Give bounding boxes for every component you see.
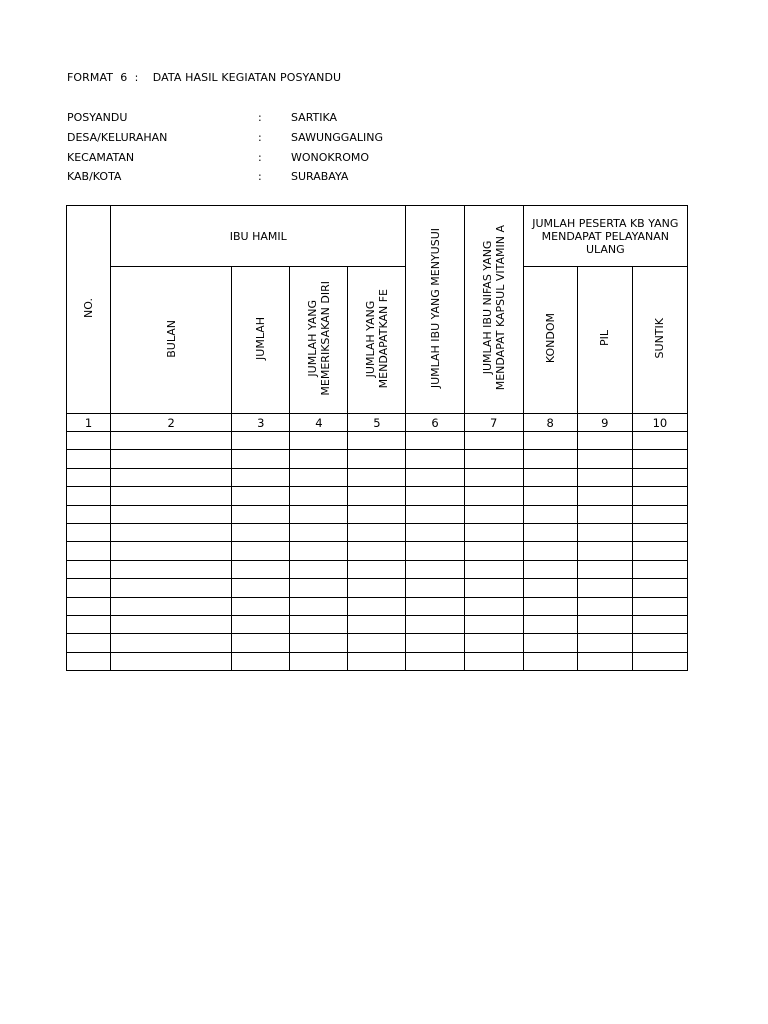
table-cell[interactable] [406, 652, 464, 670]
table-cell[interactable] [406, 487, 464, 505]
table-cell[interactable] [67, 579, 111, 597]
table-cell[interactable] [232, 542, 290, 560]
table-cell[interactable] [111, 432, 232, 450]
table-cell[interactable] [111, 505, 232, 523]
table-cell[interactable] [67, 560, 111, 578]
table-cell[interactable] [523, 634, 577, 652]
table-cell[interactable] [111, 487, 232, 505]
table-cell[interactable] [577, 634, 632, 652]
info-colon: : [258, 150, 262, 164]
table-cell[interactable] [406, 450, 464, 468]
column-number: 8 [523, 414, 577, 432]
table-cell[interactable] [523, 487, 577, 505]
table-cell[interactable] [232, 523, 290, 541]
header-no-text: NO. [82, 298, 96, 318]
table-cell[interactable] [632, 597, 687, 615]
column-number: 9 [577, 414, 632, 432]
info-value: WONOKROMO [291, 150, 370, 164]
header-kondom [523, 267, 577, 414]
table-cell[interactable] [290, 634, 348, 652]
table-cell[interactable] [67, 597, 111, 615]
table-cell[interactable] [232, 634, 290, 652]
table-cell[interactable] [577, 523, 632, 541]
table-row [67, 542, 688, 560]
column-number: 2 [111, 414, 232, 432]
table-cell[interactable] [632, 487, 687, 505]
table-cell[interactable] [406, 523, 464, 541]
table-cell[interactable] [577, 652, 632, 670]
table-cell[interactable] [111, 468, 232, 486]
table-cell[interactable] [232, 579, 290, 597]
table-cell[interactable] [577, 487, 632, 505]
table-cell[interactable] [523, 432, 577, 450]
table-cell[interactable] [464, 634, 523, 652]
table-cell[interactable] [290, 652, 348, 670]
info-colon: : [258, 111, 262, 125]
table-cell[interactable] [632, 542, 687, 560]
header-bulan-text: BULAN [164, 319, 178, 358]
table-row [67, 487, 688, 505]
table-cell[interactable] [577, 615, 632, 633]
table-cell[interactable] [523, 579, 577, 597]
info-value: SAWUNGGALING [291, 131, 383, 145]
table-cell[interactable] [523, 542, 577, 560]
table-cell[interactable] [111, 597, 232, 615]
table-cell[interactable] [348, 634, 406, 652]
table-cell[interactable] [406, 505, 464, 523]
header-kondom-text: KONDOM [543, 313, 557, 364]
table-cell[interactable] [406, 560, 464, 578]
column-number: 7 [464, 414, 523, 432]
header-memeriksakan-text: JUMLAH YANG MEMERIKSAKAN DIRI [305, 281, 332, 396]
table-row [67, 615, 688, 633]
table-cell[interactable] [111, 523, 232, 541]
header-kb-text: JUMLAH PESERTA KB YANG MENDAPAT PELAYANAN ULANG [532, 216, 679, 256]
table-cell[interactable] [632, 505, 687, 523]
table-cell[interactable] [348, 597, 406, 615]
table-cell[interactable] [632, 450, 687, 468]
table-cell[interactable] [464, 487, 523, 505]
table-cell[interactable] [632, 634, 687, 652]
table-cell[interactable] [348, 505, 406, 523]
table-cell[interactable] [111, 542, 232, 560]
table-cell[interactable] [290, 468, 348, 486]
table-cell[interactable] [632, 432, 687, 450]
table-row [67, 652, 688, 670]
header-kb [523, 206, 687, 267]
info-label: KAB/KOTA [67, 170, 122, 184]
table-row [67, 634, 688, 652]
header-pil [577, 267, 632, 414]
table-cell[interactable] [290, 542, 348, 560]
table-cell[interactable] [406, 542, 464, 560]
table-cell[interactable] [348, 450, 406, 468]
table-cell[interactable] [577, 450, 632, 468]
header-fe-text: JUMLAH YANG MENDAPATKAN FE [363, 288, 390, 389]
info-colon: : [258, 131, 262, 145]
table-row [67, 432, 688, 450]
header-menyusui-text: JUMLAH IBU YANG MENYUSUI [428, 227, 442, 389]
table-cell[interactable] [111, 579, 232, 597]
table-cell[interactable] [232, 468, 290, 486]
header-no [67, 206, 111, 414]
info-row-desa [67, 128, 383, 148]
header-ibu-hamil: IBU HAMIL [111, 206, 406, 267]
header-pil-text: PIL [598, 330, 612, 347]
info-value: SARTIKA [291, 111, 338, 125]
table-cell[interactable] [632, 523, 687, 541]
table-cell[interactable] [523, 450, 577, 468]
table-cell[interactable] [523, 505, 577, 523]
column-number: 10 [632, 414, 687, 432]
table-cell[interactable] [632, 652, 687, 670]
table-cell[interactable] [67, 450, 111, 468]
info-row-posyandu [67, 108, 383, 128]
table-cell[interactable] [232, 597, 290, 615]
table-cell[interactable] [290, 615, 348, 633]
table-cell[interactable] [523, 468, 577, 486]
table-cell[interactable] [232, 450, 290, 468]
table-cell[interactable] [577, 597, 632, 615]
table-row [67, 505, 688, 523]
table-cell[interactable] [290, 505, 348, 523]
column-number: 6 [406, 414, 464, 432]
form-title: FORMAT 6 : DATA HASIL KEGIATAN POSYANDU [67, 71, 342, 84]
table-cell[interactable] [67, 652, 111, 670]
table-cell[interactable] [523, 615, 577, 633]
table-cell[interactable] [464, 432, 523, 450]
table-cell[interactable] [464, 468, 523, 486]
table-cell[interactable] [111, 634, 232, 652]
table-cell[interactable] [290, 560, 348, 578]
table-cell[interactable] [290, 579, 348, 597]
table-cell[interactable] [348, 523, 406, 541]
info-label: DESA/KELURAHAN [67, 131, 168, 145]
column-number: 5 [348, 414, 406, 432]
table-cell[interactable] [464, 523, 523, 541]
table-cell[interactable] [464, 652, 523, 670]
table-cell[interactable] [232, 560, 290, 578]
table-cell[interactable] [67, 523, 111, 541]
table-cell[interactable] [348, 560, 406, 578]
table-cell[interactable] [632, 560, 687, 578]
info-value: SURABAYA [291, 170, 349, 184]
table-cell[interactable] [406, 615, 464, 633]
column-number-row [67, 414, 688, 432]
header-bulan [111, 267, 232, 414]
column-number: 1 [67, 414, 111, 432]
header-info [67, 108, 383, 187]
table-row [67, 468, 688, 486]
column-number: 4 [290, 414, 348, 432]
table-cell[interactable] [232, 432, 290, 450]
table-cell[interactable] [348, 468, 406, 486]
table-cell[interactable] [67, 542, 111, 560]
table-row [67, 523, 688, 541]
table-cell[interactable] [464, 560, 523, 578]
table-cell[interactable] [111, 652, 232, 670]
header-nifas-text: JUMLAH IBU NIFAS YANG MENDAPAT KAPSUL VITAMIN A [480, 225, 507, 391]
table-cell[interactable] [406, 579, 464, 597]
table-cell[interactable] [406, 432, 464, 450]
table-cell[interactable] [577, 468, 632, 486]
table-cell[interactable] [464, 579, 523, 597]
table-cell[interactable] [111, 560, 232, 578]
table-cell[interactable] [232, 652, 290, 670]
table-cell[interactable] [232, 615, 290, 633]
table-cell[interactable] [464, 542, 523, 560]
header-nifas [464, 206, 523, 414]
table-cell[interactable] [290, 597, 348, 615]
table-cell[interactable] [67, 615, 111, 633]
table-cell[interactable] [523, 523, 577, 541]
table-cell[interactable] [348, 487, 406, 505]
header-menyusui [406, 206, 464, 414]
table-cell[interactable] [577, 579, 632, 597]
table-cell[interactable] [67, 634, 111, 652]
table-row [67, 597, 688, 615]
table-cell[interactable] [67, 505, 111, 523]
posyandu-table [66, 205, 688, 671]
table-cell[interactable] [67, 468, 111, 486]
table-cell[interactable] [632, 579, 687, 597]
info-label: KECAMATAN [67, 150, 135, 164]
header-jumlah-text: JUMLAH [254, 317, 268, 360]
table-cell[interactable] [348, 432, 406, 450]
table-cell[interactable] [577, 542, 632, 560]
header-suntik-text: SUNTIK [653, 318, 667, 359]
header-fe [348, 267, 406, 414]
table-cell[interactable] [577, 505, 632, 523]
header-memeriksakan [290, 267, 348, 414]
table-cell[interactable] [348, 542, 406, 560]
table-cell[interactable] [464, 450, 523, 468]
table-cell[interactable] [523, 560, 577, 578]
table-cell[interactable] [232, 505, 290, 523]
table-cell[interactable] [577, 560, 632, 578]
info-row-kecamatan [67, 147, 383, 167]
table-cell[interactable] [406, 634, 464, 652]
header-suntik [632, 267, 687, 414]
table-row [67, 579, 688, 597]
table-cell[interactable] [111, 450, 232, 468]
table-row [67, 560, 688, 578]
table-cell[interactable] [523, 597, 577, 615]
column-number: 3 [232, 414, 290, 432]
header-jumlah [232, 267, 290, 414]
table-cell[interactable] [632, 468, 687, 486]
info-row-kabkota [67, 167, 383, 187]
table-cell[interactable] [290, 487, 348, 505]
table-cell[interactable] [577, 432, 632, 450]
table-cell[interactable] [67, 432, 111, 450]
table-cell[interactable] [348, 652, 406, 670]
table-cell[interactable] [67, 487, 111, 505]
table-cell[interactable] [348, 579, 406, 597]
table-cell[interactable] [111, 615, 232, 633]
table-cell[interactable] [232, 487, 290, 505]
table-cell[interactable] [464, 505, 523, 523]
info-label: POSYANDU [67, 111, 128, 125]
table-row [67, 450, 688, 468]
table-cell[interactable] [632, 615, 687, 633]
table-cell[interactable] [523, 652, 577, 670]
table-cell[interactable] [348, 615, 406, 633]
info-colon: : [258, 170, 262, 184]
table-cell[interactable] [406, 468, 464, 486]
table-cell[interactable] [290, 432, 348, 450]
table-cell[interactable] [464, 615, 523, 633]
table-cell[interactable] [290, 523, 348, 541]
table-cell[interactable] [464, 597, 523, 615]
table-cell[interactable] [406, 597, 464, 615]
table-cell[interactable] [290, 450, 348, 468]
